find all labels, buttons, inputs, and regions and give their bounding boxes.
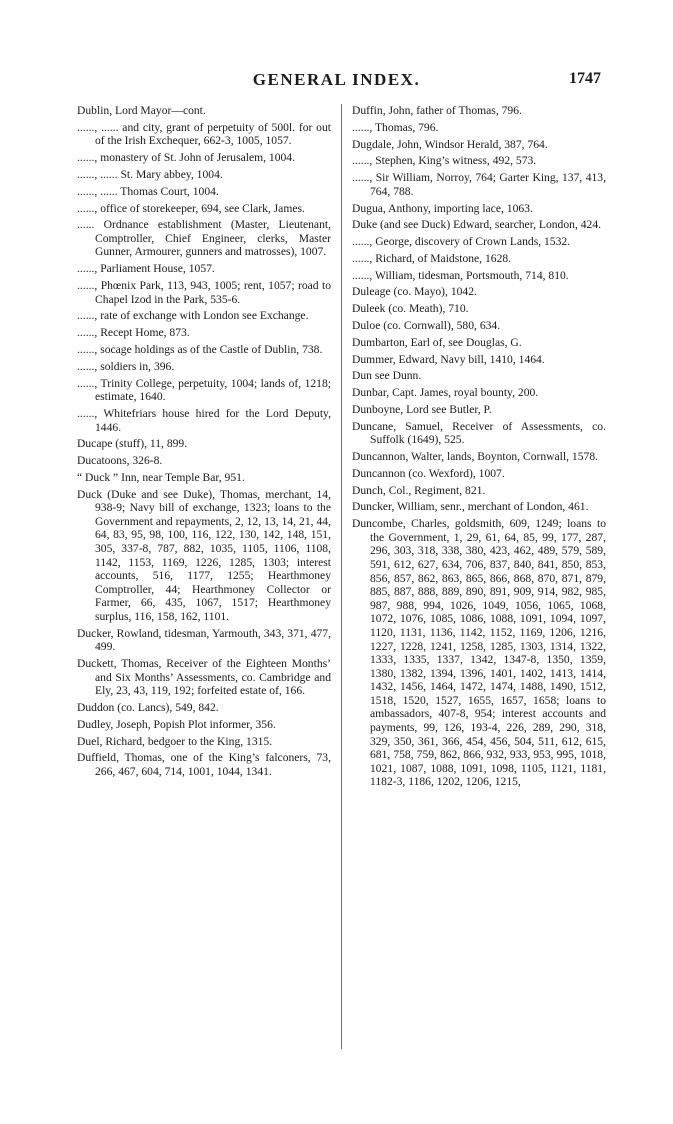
index-entry: ......, George, discovery of Crown Lands, 1532. <box>352 235 571 249</box>
running-title: GENERAL INDEX. <box>252 70 421 89</box>
index-entry: ......, Sir William, Norroy, 764; Garter King, 137, 413, 764, 788. <box>352 171 606 198</box>
index-entry: Dugua, Anthony, importing lace, 1063. <box>352 201 533 215</box>
index-entry: Duck (Duke and see Duke), Thomas, merchant, 14, 938-9; Navy bill of exchange, 1323; loans to the Government and repayments, 2, 12, 13, 14, 21, 44, 64, 83, 95, 98, 100, 116, 122, 130, 142, 148, 151, 305, 337-8, 787, 882, 1035, 1105, 1106, 1108, 1142, 1153, 1169, 1226, 1285, 1303; interest accounts, 516, 1177, 1255; Hearthmoney Comptroller, 44; Hearthmoney Collector or Farmer, 66, 435, 1067, 1517; Hearthmoney surplus, 116, 158, 162, 1101. <box>77 487 331 623</box>
index-entry: Duncannon (co. Wexford), 1007. <box>352 466 505 480</box>
index-entry: ......, soldiers in, 396. <box>77 359 175 373</box>
index-entry: ......, ...... and city, grant of perpetuity of 500l. for out of the Irish Exchequer, 662-3, 1005, 1057. <box>77 120 331 148</box>
index-column-left <box>77 104 331 782</box>
index-entry: ......, ...... Thomas Court, 1004. <box>77 184 219 198</box>
index-entry: ......, ...... St. Mary abbey, 1004. <box>77 167 223 181</box>
index-entry: ......, Trinity College, perpetuity, 1004; lands of, 1218; estimate, 1640. <box>77 376 331 404</box>
index-entry: Duncombe, Charles, goldsmith, 609, 1249; loans to the Government, 1, 29, 61, 64, 85, 99, 177, 287, 296, 303, 318, 338, 380, 423, 462, 489, 579, 589, 591, 612, 627, 634, 706, 837, 840, 841, 850, 853, 856, 857, 862, 863, 865, 866, 868, 870, 871, 879, 885, 887, 888, 889, 890, 891, 909, 914, 982, 985, 987, 988, 994, 1026, 1049, 1056, 1065, 1068, 1072, 1076, 1085, 1086, 1088, 1091, 1094, 1097, 1120, 1131, 1136, 1142, 1152, 1169, 1206, 1216, 1227, 1228, 1241, 1258, 1285, 1303, 1314, 1322, 1333, 1335, 1337, 1342, 1347-8, 1350, 1359, 1380, 1382, 1394, 1396, 1401, 1402, 1413, 1414, 1432, 1456, 1464, 1472, 1474, 1488, 1490, 1512, 1518, 1520, 1527, 1655, 1657, 1658; loans to ambassadors, 407-8, 954; interest accounts and payments, 99, 126, 193-4, 226, 289, 290, 318, 329, 350, 361, 366, 454, 456, 504, 511, 612, 615, 681, 758, 759, 862, 866, 932, 933, 953, 995, 1018, 1021, 1087, 1088, 1091, 1098, 1105, 1121, 1181, 1182-3, 1186, 1202, 1206, 1215, <box>352 517 606 789</box>
index-entry: Dunch, Col., Regiment, 821. <box>352 483 486 497</box>
index-entry: ......, Recept Home, 873. <box>77 326 190 340</box>
index-entry: Dumbarton, Earl of, see Douglas, G. <box>352 335 522 349</box>
index-entry: Duleage (co. Mayo), 1042. <box>352 285 477 299</box>
index-entry: Duleek (co. Meath), 710. <box>352 302 469 316</box>
index-entry: Duddon (co. Lancs), 549, 842. <box>77 701 219 715</box>
index-entry: Ducatoons, 326-8. <box>77 454 163 468</box>
index-entry: ......, monastery of St. John of Jerusalem, 1004. <box>77 151 295 165</box>
index-entry: ...... Ordnance establishment (Master, Lieutenant, Comptroller, Chief Engineer, clerks, Master Gunner, Armourer, gunners and matrosses), 1007. <box>77 218 331 259</box>
index-entry: ......, socage holdings as of the Castle of Dublin, 738. <box>77 342 323 356</box>
index-column-right <box>352 104 606 792</box>
index-entry: Duncane, Samuel, Receiver of Assessments, co. Suffolk (1649), 525. <box>352 419 606 447</box>
index-entry: Duncannon, Walter, lands, Boynton, Cornwall, 1578. <box>352 450 599 464</box>
index-entry: Dublin, Lord Mayor—cont. <box>77 104 206 117</box>
index-entry: ......, Parliament House, 1057. <box>77 262 215 276</box>
index-entry: ......, William, tidesman, Portsmouth, 714, 810. <box>352 268 569 282</box>
index-entry: ......, Whitefriars house hired for the Lord Deputy, 1446. <box>77 406 331 434</box>
index-entry: Dugdale, John, Windsor Herald, 387, 764. <box>352 137 548 151</box>
index-entry: Dunboyne, Lord see Butler, P. <box>352 402 492 416</box>
index-entry: Dummer, Edward, Navy bill, 1410, 1464. <box>352 352 545 366</box>
column-divider <box>341 104 342 1049</box>
index-entry: Duffield, Thomas, one of the King’s falconers, 73, 266, 467, 604, 714, 1001, 1044, 1341. <box>77 751 331 779</box>
index-entry: Duckett, Thomas, Receiver of the Eighteen Months’ and Six Months’ Assessments, co. Cambridge and Ely, 23, 43, 119, 192; forfeited estate of, 166. <box>77 657 331 698</box>
index-entry: Duncker, William, senr., merchant of London, 461. <box>352 500 589 514</box>
index-entry: ......, Thomas, 796. <box>352 120 439 134</box>
index-entry: ......, Phœnix Park, 113, 943, 1005; rent, 1057; road to Chapel Izod in the Park, 535-6. <box>77 279 331 306</box>
index-entry: Duel, Richard, bedgoer to the King, 1315. <box>77 734 273 748</box>
index-entry: Duloe (co. Cornwall), 580, 634. <box>352 318 501 332</box>
index-entry: “ Duck ” Inn, near Temple Bar, 951. <box>77 470 245 484</box>
index-entry: ......, Stephen, King’s witness, 492, 573. <box>352 154 537 168</box>
page-header <box>0 70 673 92</box>
index-entry: ......, Richard, of Maidstone, 1628. <box>352 251 512 265</box>
index-entry: Duke (and see Duck) Edward, searcher, London, 424. <box>352 218 602 232</box>
index-entry: ......, office of storekeeper, 694, see Clark, James. <box>77 201 305 215</box>
index-entry: Ducker, Rowland, tidesman, Yarmouth, 343, 371, 477, 499. <box>77 626 331 654</box>
page-number: 1747 <box>569 70 601 87</box>
index-entry: Dun see Dunn. <box>352 369 422 383</box>
index-entry: ......, rate of exchange with London see Exchange. <box>77 309 309 323</box>
index-entry: Ducape (stuff), 11, 899. <box>77 437 188 451</box>
index-entry: Duffin, John, father of Thomas, 796. <box>352 104 522 117</box>
index-entry: Dudley, Joseph, Popish Plot informer, 356. <box>77 717 276 731</box>
index-entry: Dunbar, Capt. James, royal bounty, 200. <box>352 386 539 400</box>
